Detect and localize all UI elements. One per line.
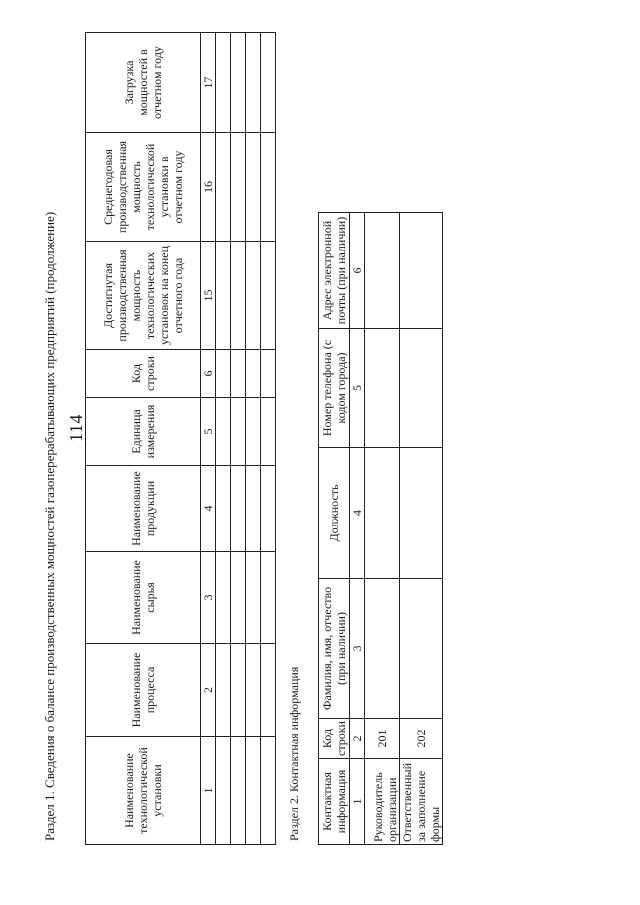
table-cell[interactable] [231, 737, 246, 845]
table-cell[interactable] [216, 644, 231, 737]
table-cell[interactable] [246, 737, 261, 845]
header-average-capacity: Среднегодовая производственная мощность технологической установки в отчетном году [86, 133, 201, 242]
table-cell[interactable] [400, 448, 443, 579]
header-product: Наименование продукции [86, 466, 201, 552]
header-position: Должность [319, 448, 350, 579]
header-email: Адрес электронной почты (при наличии) [319, 213, 350, 329]
column-number: 5 [201, 398, 216, 466]
table-cell[interactable] [231, 33, 246, 133]
table-cell[interactable] [216, 466, 231, 552]
table-cell[interactable] [261, 242, 276, 350]
table-cell[interactable] [365, 579, 400, 719]
table-cell[interactable] [246, 644, 261, 737]
column-number: 5 [350, 329, 365, 448]
table-cell[interactable] [216, 737, 231, 845]
row-code: 201 [365, 719, 400, 759]
page-number: 114 [66, 414, 86, 442]
table-cell[interactable] [231, 398, 246, 466]
table-row [246, 33, 261, 845]
column-number: 3 [350, 579, 365, 719]
table-cell[interactable] [246, 466, 261, 552]
table-cell[interactable] [216, 552, 231, 644]
table-row [261, 33, 276, 845]
section2-header-row [319, 213, 350, 845]
table-cell[interactable] [400, 213, 443, 329]
header-phone: Номер телефона (с кодом города) [319, 329, 350, 448]
table-cell[interactable] [231, 242, 246, 350]
column-number: 15 [201, 242, 216, 350]
table-cell[interactable] [400, 579, 443, 719]
header-contact-info: Контактная информация [319, 759, 350, 845]
table-cell[interactable] [231, 644, 246, 737]
column-number: 4 [201, 466, 216, 552]
column-number: 16 [201, 133, 216, 242]
header-process: Наименование процесса [86, 644, 201, 737]
header-achieved-capacity: Достигнутая производственная мощность технологических установок на конец отчетного года [86, 242, 201, 350]
header-row-code: Код строки [86, 350, 201, 398]
table-cell[interactable] [216, 398, 231, 466]
section1-title: Раздел 1. Сведения о балансе производственных мощностей газоперерабатывающих предприятий (продолжение) [42, 211, 57, 841]
table-cell[interactable] [246, 398, 261, 466]
table-row [365, 213, 400, 845]
header-unit: Единица измерения [86, 398, 201, 466]
table-row [231, 33, 246, 845]
section1-header-row [86, 33, 201, 845]
table-cell[interactable] [261, 552, 276, 644]
table-row [400, 213, 443, 845]
table-cell[interactable] [261, 350, 276, 398]
table-cell[interactable] [261, 644, 276, 737]
column-number: 17 [201, 33, 216, 133]
table-cell[interactable] [216, 350, 231, 398]
table-cell[interactable] [231, 466, 246, 552]
table-cell[interactable] [246, 33, 261, 133]
section2-column-numbers [350, 213, 365, 845]
column-number: 3 [201, 552, 216, 644]
row-label: Ответственный за заполнение формы [400, 759, 443, 845]
table-cell[interactable] [365, 329, 400, 448]
table-cell[interactable] [400, 329, 443, 448]
column-number: 1 [201, 737, 216, 845]
section2-title: Раздел 2. Контактная информация [287, 666, 301, 841]
column-number: 2 [201, 644, 216, 737]
table-cell[interactable] [231, 552, 246, 644]
table-cell[interactable] [365, 213, 400, 329]
section2-table [318, 212, 443, 845]
table-cell[interactable] [216, 133, 231, 242]
table-cell[interactable] [246, 350, 261, 398]
table-cell[interactable] [261, 466, 276, 552]
column-number: 2 [350, 719, 365, 759]
table-cell[interactable] [261, 133, 276, 242]
table-cell[interactable] [246, 242, 261, 350]
table-cell[interactable] [365, 448, 400, 579]
table-cell[interactable] [231, 350, 246, 398]
header-installation: Наименование технологической установки [86, 737, 201, 845]
column-number: 6 [201, 350, 216, 398]
table-cell[interactable] [231, 133, 246, 242]
column-number: 1 [350, 759, 365, 845]
row-code: 202 [400, 719, 443, 759]
table-cell[interactable] [216, 242, 231, 350]
header-full-name: Фамилия, имя, отчество (при наличии) [319, 579, 350, 719]
table-cell[interactable] [246, 133, 261, 242]
table-cell[interactable] [216, 33, 231, 133]
column-number: 4 [350, 448, 365, 579]
table-cell[interactable] [261, 737, 276, 845]
table-cell[interactable] [261, 398, 276, 466]
column-number: 6 [350, 213, 365, 329]
header-load: Загрузка мощностей в отчетном году [86, 33, 201, 133]
header-row-code: Код строки [319, 719, 350, 759]
table-cell[interactable] [261, 33, 276, 133]
header-raw-material: Наименование сырья [86, 552, 201, 644]
section1-column-numbers [201, 33, 216, 845]
table-cell[interactable] [246, 552, 261, 644]
section1-table [85, 32, 276, 845]
table-row [216, 33, 231, 845]
row-label: Руководитель организации [365, 759, 400, 845]
